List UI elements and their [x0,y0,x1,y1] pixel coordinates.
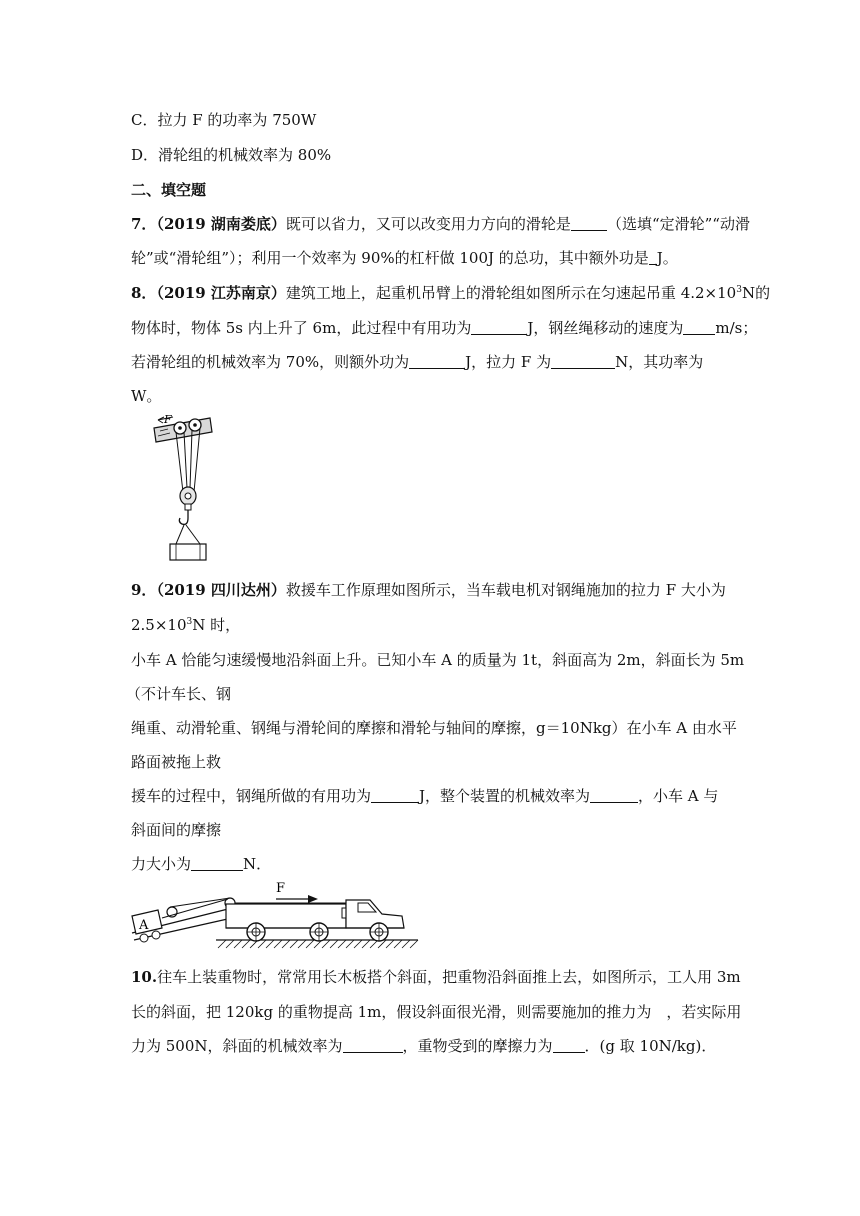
q10-blank-2[interactable] [553,1036,585,1053]
crane-pulley-figure [140,408,230,568]
q7-text-2b: J。 [656,249,678,267]
option-c: C．拉力 F 的功率为 750W [131,111,317,129]
q8-text-3a: 若滑轮组的机械效率为 70%，则额外功为 [131,353,410,371]
q8-blank-2[interactable] [683,318,715,335]
q8-text-2a: 物体时，物体 5s 内上升了 6m，此过程中有用功为 [131,319,472,337]
q8-line-4: W。 [131,387,162,405]
force-arrow [276,881,318,903]
q7-text-2a: 轮”或“滑轮组”）；利用一个效率为 90%的杠杆做 100J 的总功，其中额外功是 [131,249,649,267]
q7-source: （2019 湖南娄底） [156,215,286,233]
q7-line-2 [131,247,678,269]
q9-line-6: 路面被拖上救 [131,753,222,771]
q8-text-1b: N的 [741,284,771,302]
q9-text-7a: 援车的过程中，钢绳所做的有用功为 [131,787,372,805]
car-a-label: A [139,918,149,933]
q9-text-2b: N 时， [192,616,241,634]
q8-text-2b: J，钢丝绳移动的速度为 [527,319,684,337]
crane-force-label: F [164,413,172,426]
q9-line-3: 小车 A 恰能匀速缓慢地沿斜面上升。已知小车 A 的质量为 1t，斜面高为 2m，斜面长为 5m [131,651,745,669]
rescue-truck-figure [126,878,424,954]
q9-number: 9． [131,581,157,599]
q7-text-1a: 既可以省力，又可以改变用力方向的滑轮是 [285,215,571,233]
section-title: 二、填空题 [131,181,207,199]
q10-text-3b: ，重物受到的摩擦力为 [402,1037,553,1055]
q8-line-2 [131,317,757,339]
q9-line-7 [131,785,718,807]
q8-line-1 [131,282,770,304]
q8-text-3c: N，其功率为 [615,353,704,371]
truck-wheel-1 [247,923,265,941]
q9-line-8: 斜面间的摩擦 [131,821,222,839]
q9-text-9b: N． [243,855,272,873]
q10-text-3c: ．(g 取 10N/kg)． [584,1037,717,1055]
q9-source: （2019 四川达州） [156,581,286,599]
q8-blank-3[interactable] [409,352,465,369]
q9-line-2 [131,614,240,636]
truck-wheel-3 [370,923,388,941]
q9-line-1 [131,579,726,601]
option-d: D．滑轮组的机械效率为 80% [131,146,332,164]
q9-text-2a: 2.5×10 [131,616,187,634]
force-label: F [276,881,286,896]
q9-line-5: 绳重、动滑轮重、钢绳与滑轮间的摩擦和滑轮与轴间的摩擦，g＝10Nkg）在小车 A 由水平 [131,719,737,737]
q9-line-4: （不计车长、钢 [126,685,232,703]
q8-text-2c: m/s； [715,319,758,337]
q9-blank-3[interactable] [191,854,243,871]
truck-wheel-2 [310,923,328,941]
crane-boom-icon [154,418,212,442]
q7-line-1 [131,213,750,235]
q8-text-3b: J，拉力 F 为 [465,353,552,371]
load-block-icon [170,525,206,560]
q10-blank-1[interactable] [343,1036,403,1053]
q10-text-1: 往车上装重物时，常常用长木板搭个斜面，把重物沿斜面推上去，如图所示，工人用 3m [157,968,741,986]
q7-text-1b: （选填“定滑轮”“动滑 [606,215,750,233]
q10-line-3 [131,1035,716,1057]
q10-text-3a: 力为 500N，斜面的机械效率为 [131,1037,343,1055]
q10-number: 10. [131,968,158,986]
car-a-icon [132,910,162,942]
q8-blank-1[interactable] [471,318,527,335]
q10-line-2: 长的斜面，把 120kg 的重物提高 1m，假设斜面很光滑，则需要施加的推力为 ，若实际用 [131,1003,742,1021]
q9-text-7b: J，整个装置的机械效率为 [419,787,591,805]
q9-text-9a: 力大小为 [131,855,192,873]
q8-exponent: 3 [736,285,742,295]
movable-pulley-icon [179,487,196,524]
q8-blank-4[interactable] [551,352,615,369]
q8-line-3 [131,351,703,373]
q9-text-7c: ，小车 A 与 [638,787,719,805]
q9-exponent: 3 [186,617,193,627]
truck-icon [226,900,404,941]
q8-text-1a: 建筑工地上，起重机吊臂上的滑轮组如图所示在匀速起吊重 4.2×10 [285,284,737,302]
q10-line-1 [131,966,741,988]
q7-blank-2[interactable] [649,248,657,265]
q9-text-1: 救援车工作原理如图所示，当车载电机对钢绳施加的拉力 F 大小为 [285,581,726,599]
q7-blank-1[interactable] [571,214,607,231]
q9-line-9 [131,853,271,875]
q8-source: （2019 江苏南京） [156,284,286,302]
q9-blank-2[interactable] [590,786,638,803]
q8-number: 8． [131,284,157,302]
q7-number: 7． [131,215,157,233]
q9-blank-1[interactable] [371,786,419,803]
